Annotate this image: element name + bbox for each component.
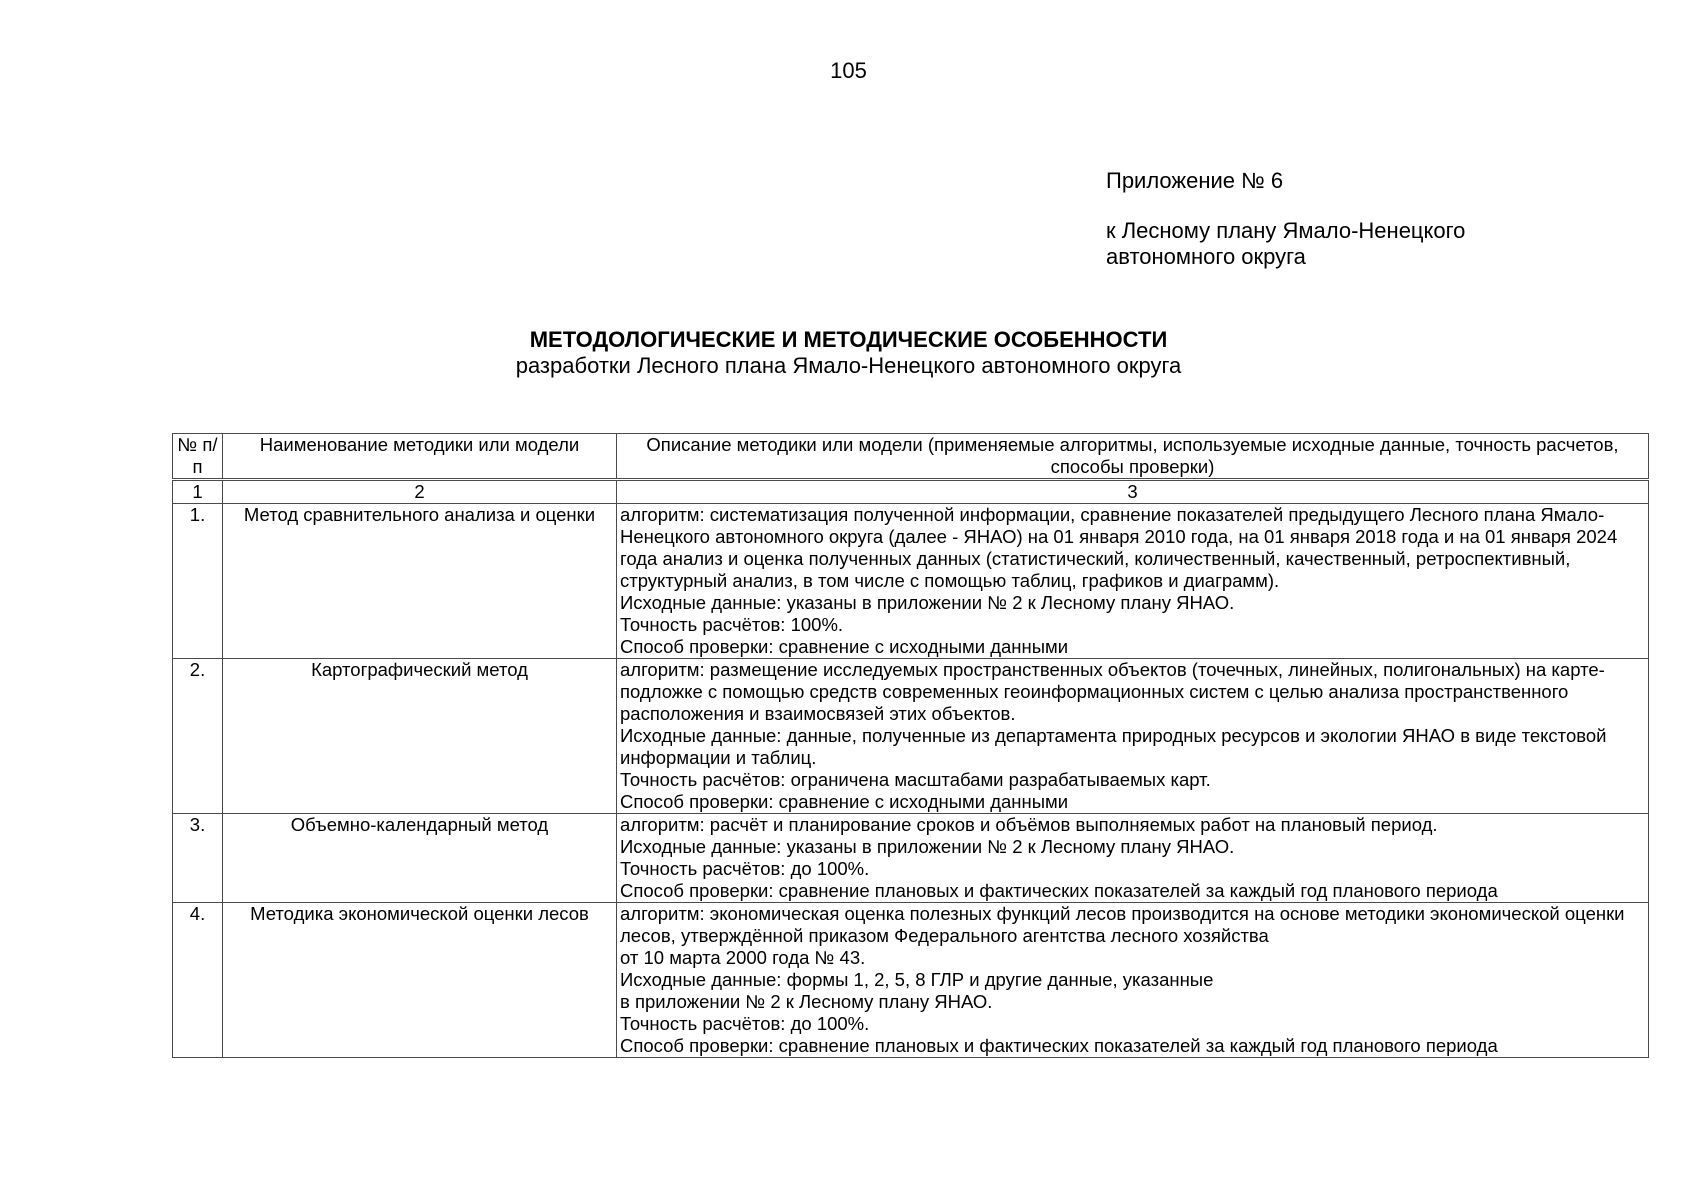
document-title: МЕТОДОЛОГИЧЕСКИЕ И МЕТОДИЧЕСКИЕ ОСОБЕННОСТИ bbox=[529, 327, 1168, 352]
table-row bbox=[173, 903, 1649, 1058]
header-method-description: Описание методики или модели (применяемые алгоритмы, используемые исходные данные, точность расчетов, способы проверки) bbox=[617, 434, 1649, 480]
description-line: Точность расчётов: ограничена масштабами разрабатываемых карт. bbox=[620, 769, 1211, 790]
appendix-target: к Лесному плану Ямало-Ненецкого автономного округа bbox=[1106, 218, 1466, 269]
description-line: алгоритм: расчёт и планирование сроков и объёмов выполняемых работ на плановый период. bbox=[620, 814, 1438, 835]
description-line: Точность расчётов: 100%. bbox=[620, 614, 844, 635]
method-name: Объемно-календарный метод bbox=[223, 814, 617, 903]
column-number: 1 bbox=[173, 480, 223, 504]
description-line: Точность расчётов: до 100%. bbox=[620, 1013, 870, 1034]
row-number: 1. bbox=[173, 504, 223, 659]
description-line: Исходные данные: указаны в приложении № 2 к Лесному плану ЯНАО. bbox=[620, 592, 1235, 613]
method-name: Картографический метод bbox=[223, 659, 617, 814]
method-description bbox=[617, 659, 1649, 814]
description-line: Способ проверки: сравнение плановых и фактических показателей за каждый год планового периода bbox=[620, 1035, 1498, 1056]
description-line: Точность расчётов: до 100%. bbox=[620, 858, 870, 879]
description-line: Способ проверки: сравнение с исходными данными bbox=[620, 791, 1069, 812]
appendix-reference bbox=[1106, 168, 1546, 270]
header-method-name: Наименование методики или модели bbox=[223, 434, 617, 480]
description-line: алгоритм: размещение исследуемых пространственных объектов (точечных, линейных, полигональных) на карте-подложке с помощью средств современных геоинформационных систем с целью анализа пространственного расположения и взаимосвязей этих объектов. bbox=[620, 659, 1605, 724]
document-subtitle: разработки Лесного плана Ямало-Ненецкого автономного округа bbox=[515, 353, 1182, 378]
description-line: алгоритм: экономическая оценка полезных функций лесов производится на основе методики экономической оценки лесов, утверждённой приказом Федерального агентства лесного хозяйства bbox=[620, 903, 1625, 946]
table-row bbox=[173, 659, 1649, 814]
description-line: в приложении № 2 к Лесному плану ЯНАО. bbox=[620, 991, 993, 1012]
header-number: № п/п bbox=[173, 434, 223, 480]
method-description bbox=[617, 903, 1649, 1058]
description-line: Способ проверки: сравнение плановых и фактических показателей за каждый год планового периода bbox=[620, 880, 1498, 901]
method-name: Метод сравнительного анализа и оценки bbox=[223, 504, 617, 659]
row-number: 2. bbox=[173, 659, 223, 814]
table-row bbox=[173, 814, 1649, 903]
description-line: Исходные данные: данные, полученные из департамента природных ресурсов и экологии ЯНАО в виде текстовой информации и таблиц. bbox=[620, 725, 1607, 768]
description-line: алгоритм: систематизация полученной информации, сравнение показателей предыдущего Лесного плана Ямало-Ненецкого автономного округа (далее - ЯНАО) на 01 января 2010 года, на 01 января 2018 года и на 01 января 2024 года анализ и оценка полученных данных (статистический, количественный, качественный, ретроспективный, структурный анализ, в том числе с помощью таблиц, графиков и диаграмм). bbox=[620, 504, 1618, 591]
method-description bbox=[617, 504, 1649, 659]
methods-table bbox=[172, 433, 1649, 1058]
column-number: 2 bbox=[223, 480, 617, 504]
column-number: 3 bbox=[617, 480, 1649, 504]
column-number-row bbox=[173, 480, 1649, 504]
row-number: 4. bbox=[173, 903, 223, 1058]
description-line: Исходные данные: формы 1, 2, 5, 8 ГЛР и другие данные, указанные bbox=[620, 969, 1214, 990]
method-name: Методика экономической оценки лесов bbox=[223, 903, 617, 1058]
description-line: Исходные данные: указаны в приложении № 2 к Лесному плану ЯНАО. bbox=[620, 836, 1235, 857]
page-number: 105 bbox=[830, 58, 867, 83]
method-description bbox=[617, 814, 1649, 903]
row-number: 3. bbox=[173, 814, 223, 903]
appendix-number: Приложение № 6 bbox=[1106, 168, 1284, 193]
description-line: от 10 марта 2000 года № 43. bbox=[620, 947, 866, 968]
table-header-row bbox=[173, 434, 1649, 480]
table-row bbox=[173, 504, 1649, 659]
description-line: Способ проверки: сравнение с исходными данными bbox=[620, 636, 1069, 657]
